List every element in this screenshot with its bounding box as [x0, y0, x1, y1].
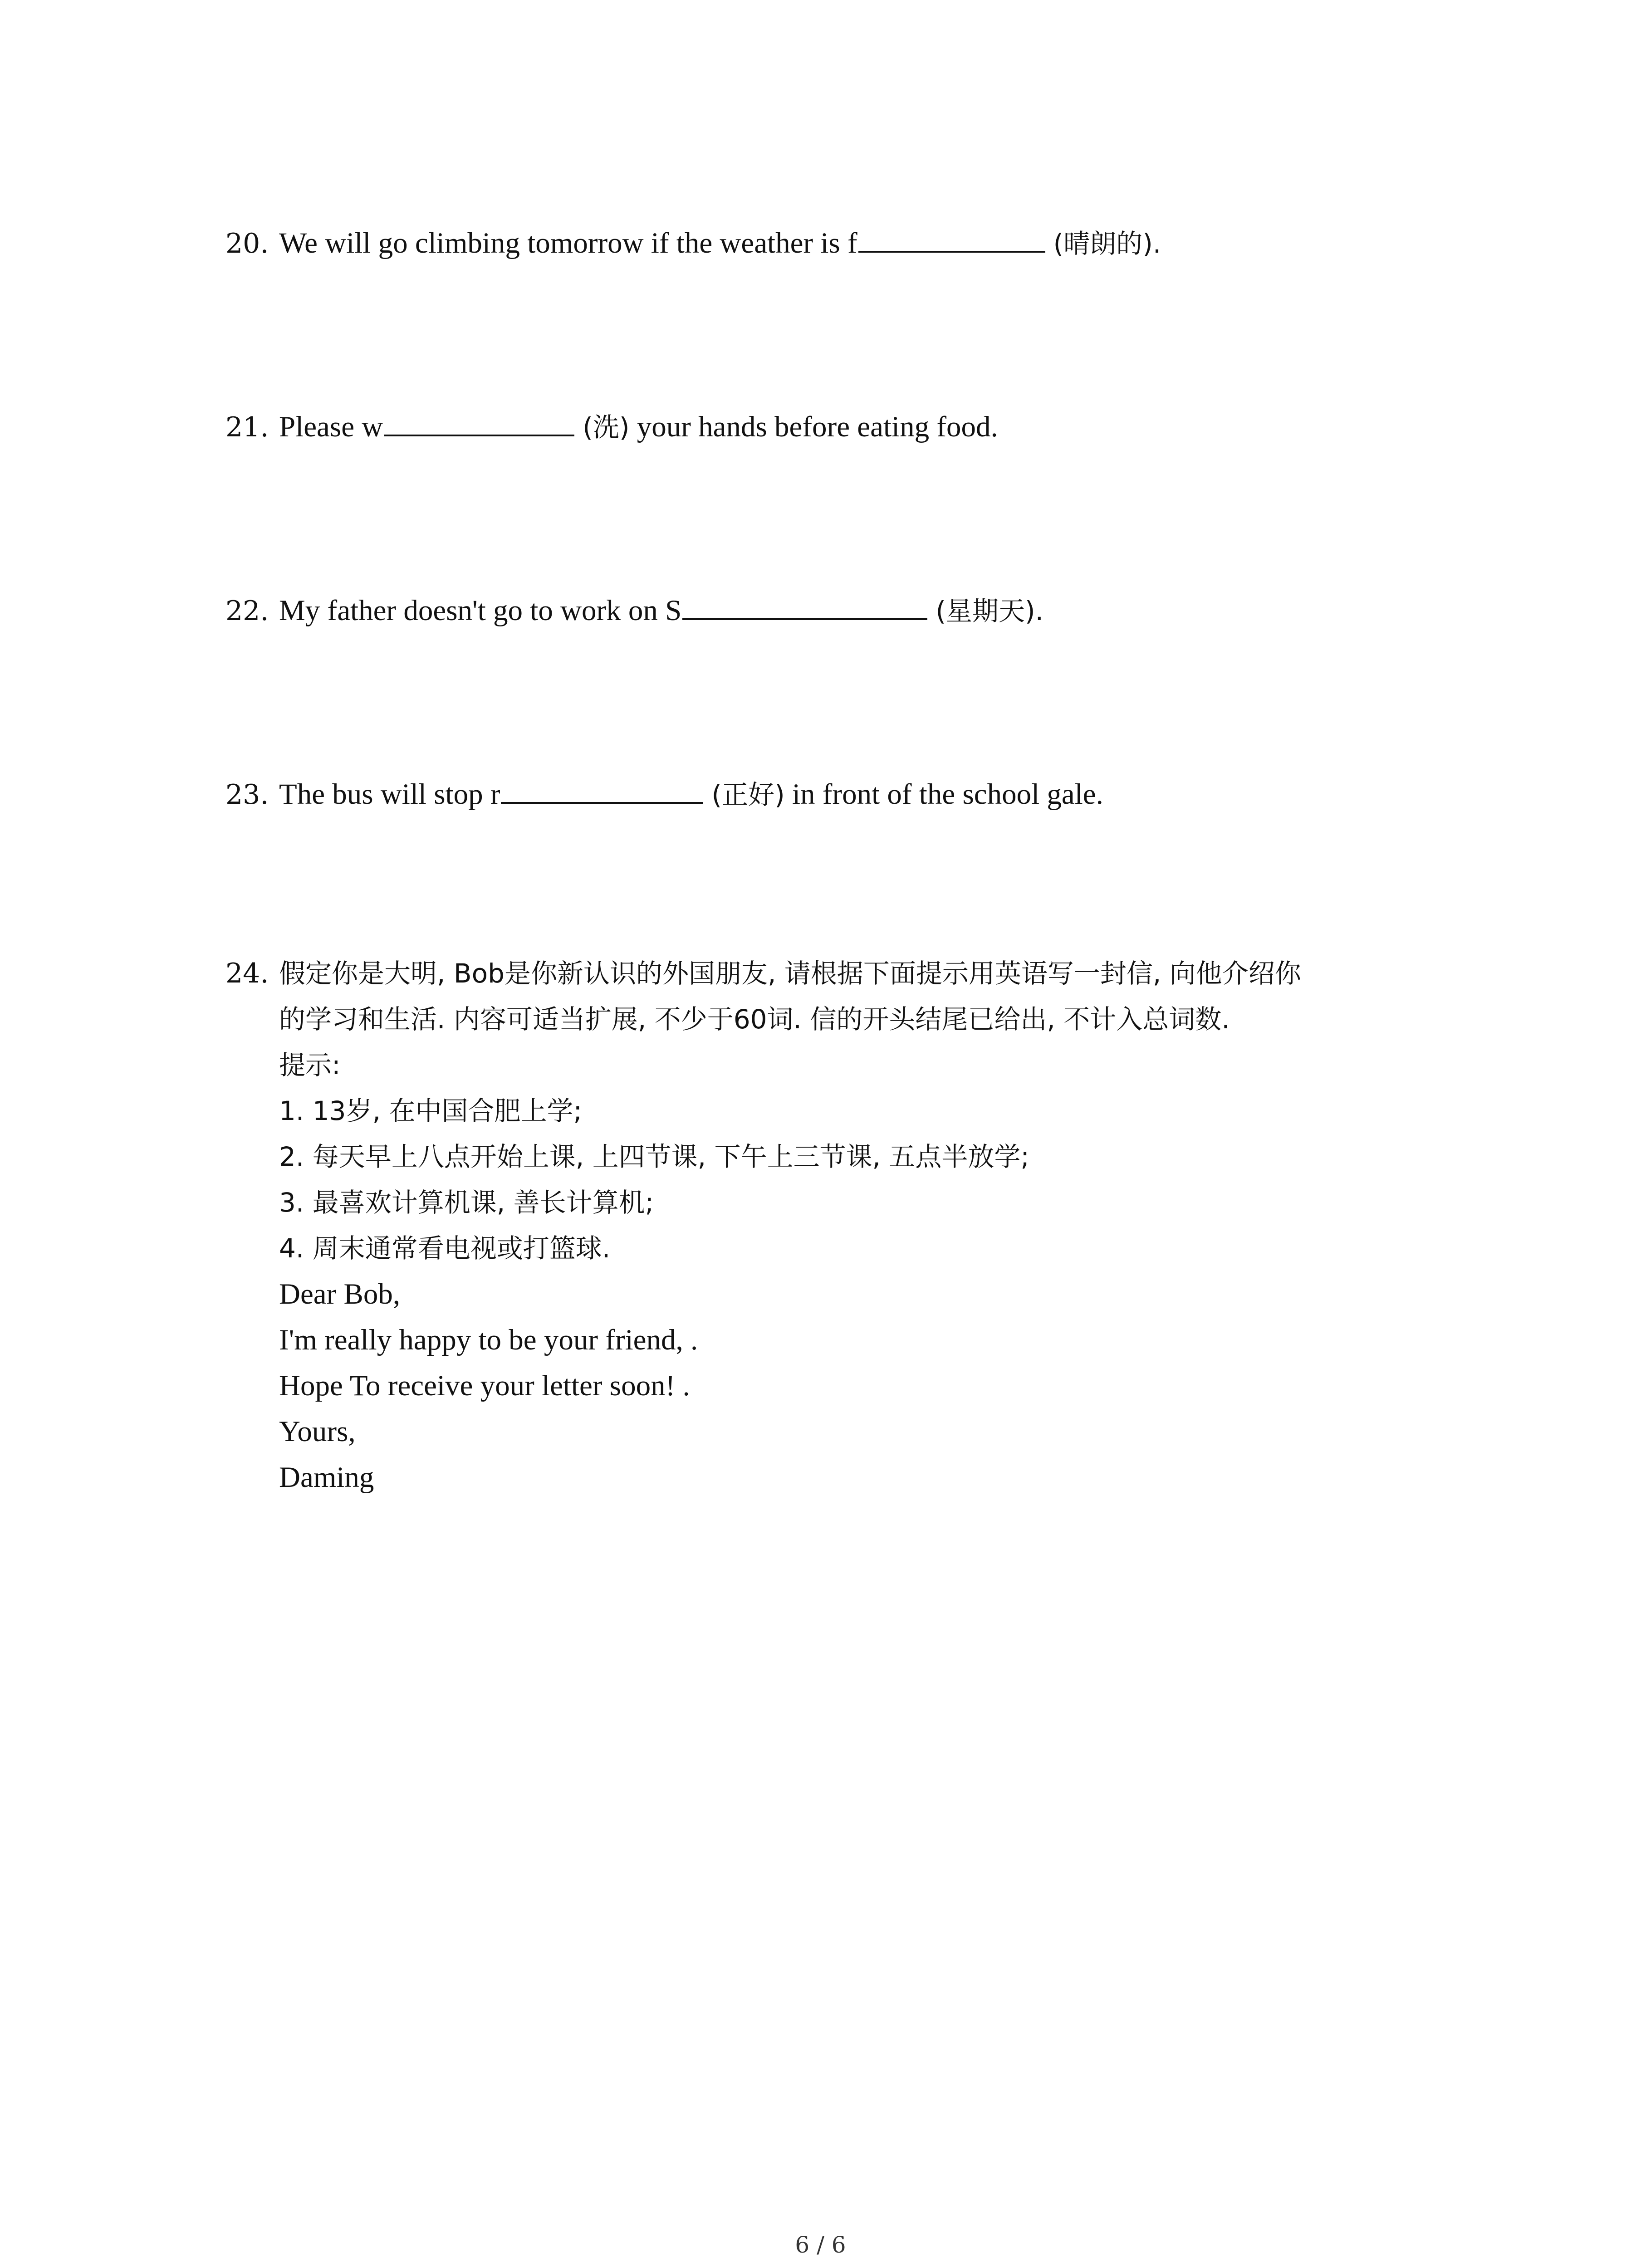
question-number: 24.: [225, 958, 269, 989]
question-text-after: your hands before eating food.: [629, 411, 998, 443]
letter-greeting: Dear Bob,: [279, 1278, 401, 1310]
tip-item: 4. 周末通常看电视或打篮球.: [279, 1233, 611, 1264]
question-20: [225, 220, 1161, 266]
essay-prompt-line-2: 的学习和生活. 内容可适当扩展, 不少于60词. 信的开头结尾已给出, 不计入总词数.: [279, 1004, 1230, 1035]
tips-label: 提示:: [279, 1050, 341, 1080]
letter-closing: Hope To receive your letter soon! .: [279, 1369, 690, 1402]
letter-opening: I'm really happy to be your friend, .: [279, 1324, 698, 1356]
question-24-essay: [225, 950, 1487, 1501]
tip-item: 1. 13岁, 在中国合肥上学;: [279, 1095, 582, 1126]
answer-blank[interactable]: [501, 772, 703, 804]
question-22: [225, 588, 1043, 634]
question-hint: (正好): [711, 779, 785, 810]
question-23: [225, 772, 1103, 817]
question-number: 20.: [225, 228, 269, 259]
tip-item: 2. 每天早上八点开始上课, 上四节课, 下午上三节课, 五点半放学;: [279, 1141, 1029, 1172]
letter-signature: Daming: [279, 1461, 374, 1494]
answer-blank[interactable]: [384, 405, 574, 436]
question-text: The bus will stop r: [279, 778, 500, 811]
question-number: 22.: [225, 595, 269, 627]
page-indicator: 6 / 6: [795, 2232, 846, 2258]
question-number: 23.: [225, 779, 269, 811]
answer-blank[interactable]: [682, 588, 927, 620]
question-text: We will go climbing tomorrow if the weather is f: [279, 227, 857, 259]
question-text: Please w: [279, 411, 383, 443]
answer-blank[interactable]: [858, 221, 1045, 253]
question-number: 21.: [225, 411, 269, 443]
essay-prompt-text: 假定你是大明, Bob是你新认识的外国朋友, 请根据下面提示用英语写一封信, 向他介绍你: [279, 958, 1301, 989]
question-21: [225, 404, 998, 450]
question-text: My father doesn't go to work on S: [279, 594, 682, 627]
essay-prompt-line-1: [225, 950, 1487, 997]
letter-signoff: Yours,: [279, 1415, 356, 1448]
question-hint: (晴朗的).: [1053, 228, 1161, 259]
question-hint: (星期天).: [936, 596, 1044, 626]
question-hint: (洗): [583, 412, 630, 443]
tip-item: 3. 最喜欢计算机课, 善长计算机;: [279, 1187, 654, 1218]
question-text-after: in front of the school gale.: [784, 778, 1103, 811]
